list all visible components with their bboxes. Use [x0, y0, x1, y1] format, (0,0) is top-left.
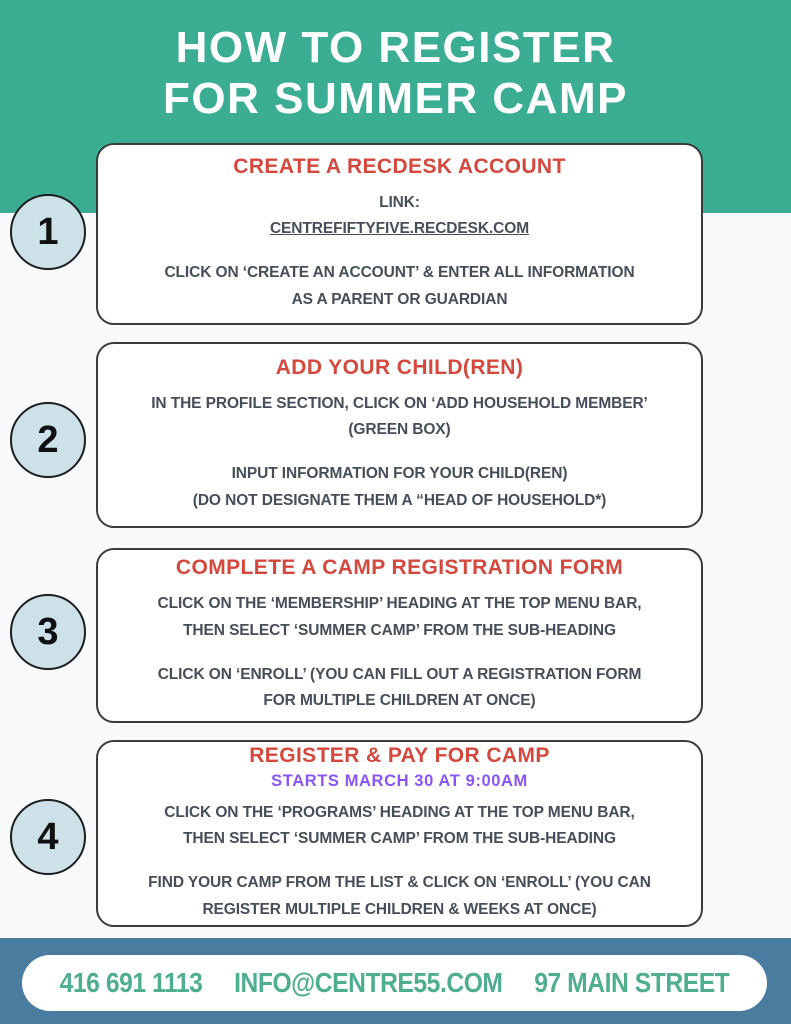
step-2-badge	[10, 402, 86, 478]
page-title-line2: FOR SUMMER CAMP	[163, 74, 628, 124]
step-1-number: 1	[37, 210, 59, 253]
contact-pill	[22, 955, 767, 1011]
step-2-heading: ADD YOUR CHILD(REN)	[275, 355, 524, 379]
step-1-paragraph-2	[164, 260, 634, 313]
phone-number: 416 691 1113	[59, 967, 203, 998]
step-2-instruction-line2: (GREEN BOX)	[348, 421, 451, 439]
step-3-instruction-line2: THEN SELECT ‘SUMMER CAMP’ FROM THE SUB-HEADING	[183, 621, 616, 639]
page-title	[0, 22, 791, 125]
email-address: INFO@CENTRE55.COM	[234, 967, 503, 998]
step-2-card	[96, 342, 703, 528]
step-3-instruction-line3: CLICK ON ‘ENROLL’ (YOU CAN FILL OUT A REGISTRATION FORM	[157, 665, 642, 683]
step-4-instruction-line4: REGISTER MULTIPLE CHILDREN & WEEKS AT ONCE)	[202, 900, 597, 918]
step-3-card	[96, 548, 703, 723]
step-1-card	[96, 143, 703, 325]
page-title-line1: HOW TO REGISTER	[175, 23, 616, 72]
step-3-paragraph-1	[157, 591, 641, 644]
step-4-number: 4	[37, 815, 59, 858]
step-1-badge	[10, 194, 86, 270]
step-3-number: 3	[37, 610, 59, 653]
step-1-paragraph-1	[270, 190, 529, 243]
step-4-instruction-line1: CLICK ON THE ‘PROGRAMS’ HEADING AT THE TOP MENU BAR,	[164, 803, 635, 821]
footer-bar	[0, 938, 791, 1024]
step-1-instruction-line1: CLICK ON ‘CREATE AN ACCOUNT’ & ENTER ALL INFORMATION	[164, 264, 635, 281]
step-2-instruction-line4: (DO NOT DESIGNATE THEM A “HEAD OF HOUSEHOLD*)	[192, 491, 607, 509]
step-1-instruction-line2: AS A PARENT OR GUARDIAN	[291, 290, 508, 308]
step-4-paragraph-1	[164, 800, 634, 853]
step-2-instruction-line3: INPUT INFORMATION FOR YOUR CHILD(REN)	[231, 465, 568, 482]
step-4-instruction-line3: FIND YOUR CAMP FROM THE LIST & CLICK ON ‘ENROLL’ (YOU CAN	[148, 874, 651, 891]
step-3-instruction-line4: FOR MULTIPLE CHILDREN AT ONCE)	[263, 692, 536, 710]
street-address: 97 MAIN STREET	[534, 967, 730, 998]
step-4-instruction-line2: THEN SELECT ‘SUMMER CAMP’ FROM THE SUB-HEADING	[183, 830, 616, 848]
step-2-paragraph-1	[151, 391, 648, 444]
step-1-link-label: LINK:	[379, 193, 420, 211]
step-4-badge	[10, 799, 86, 875]
step-2-instruction-line1: IN THE PROFILE SECTION, CLICK ON ‘ADD HOUSEHOLD MEMBER’	[151, 394, 648, 412]
step-4-card	[96, 740, 703, 927]
step-4-start-date: STARTS MARCH 30 AT 9:00AM	[271, 771, 528, 790]
contact-row	[60, 967, 730, 999]
recdesk-url-link[interactable]: CENTREFIFTYFIVE.RECDESK.COM	[269, 220, 530, 238]
step-4-paragraph-2	[148, 870, 651, 923]
step-3-heading: COMPLETE A CAMP REGISTRATION FORM	[175, 556, 624, 580]
step-3-instruction-line1: CLICK ON THE ‘MEMBERSHIP’ HEADING AT THE TOP MENU BAR,	[157, 595, 642, 613]
step-3-badge	[10, 594, 86, 670]
step-3-paragraph-2	[158, 662, 642, 715]
step-1-heading: CREATE A RECDESK ACCOUNT	[233, 154, 566, 178]
step-2-paragraph-2	[193, 461, 606, 514]
step-2-number: 2	[37, 418, 59, 461]
step-4-heading: REGISTER & PAY FOR CAMP	[249, 743, 550, 767]
